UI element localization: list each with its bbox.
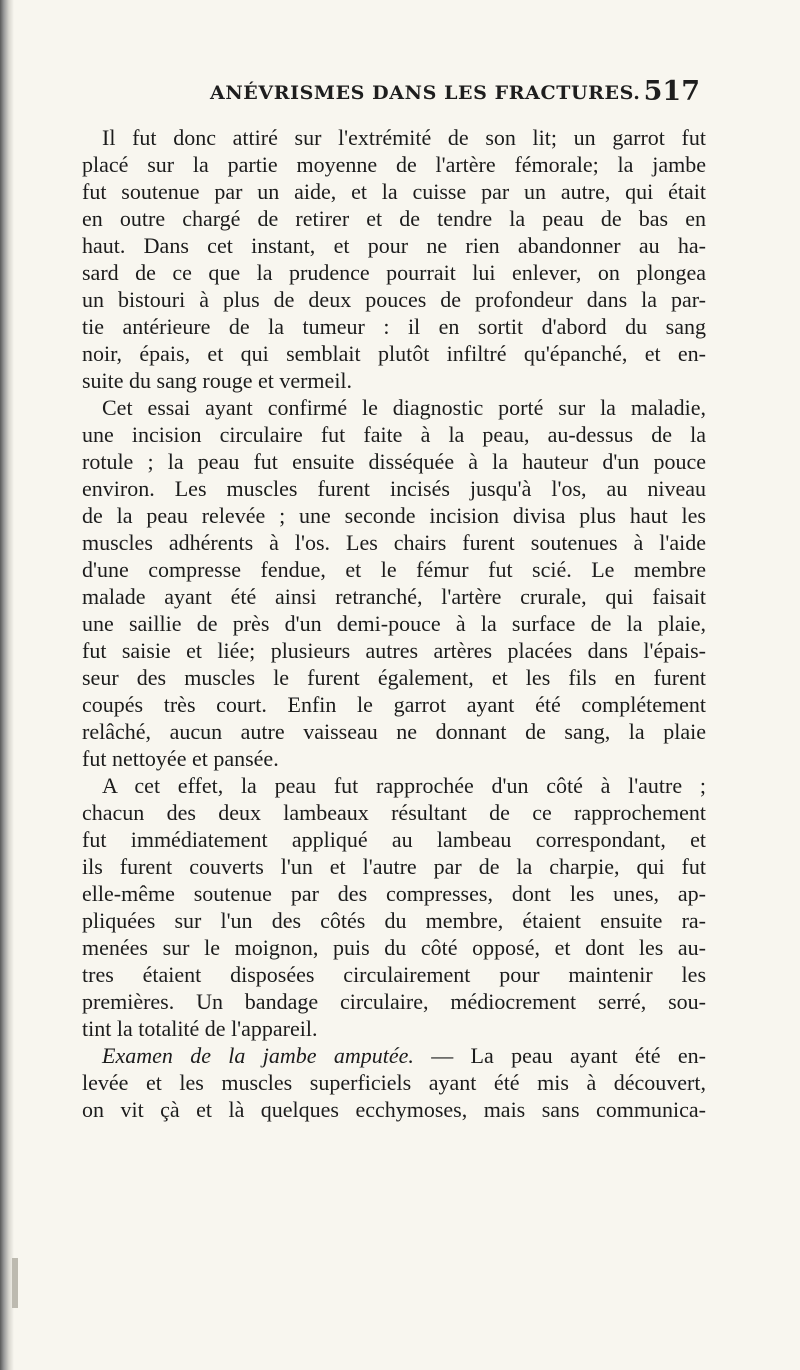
- text-line: en outre chargé de retirer et de tendre la peau de bas en: [82, 206, 706, 231]
- binding-edge: [0, 0, 14, 1370]
- text-line: Il fut donc attiré sur l'extrémité de son lit; un garrot fut: [102, 125, 706, 150]
- text-line: ils furent couverts l'un et l'autre par de la charpie, qui fut: [82, 854, 706, 879]
- body-text: [82, 124, 706, 1123]
- text-line: premières. Un bandage circulaire, médiocrement serré, sou-: [82, 989, 706, 1014]
- text-line: menées sur le moignon, puis du côté opposé, et dont les au-: [82, 935, 706, 960]
- text-line: malade ayant été ainsi retranché, l'artère crurale, qui faisait: [82, 584, 706, 609]
- text-line: une saillie de près d'un demi-pouce à la surface de la plaie,: [82, 611, 706, 636]
- text-line: coupés très court. Enfin le garrot ayant été complétement: [82, 692, 706, 717]
- text-line: tint la totalité de l'appareil.: [82, 1016, 318, 1041]
- section-heading-italic: Examen de la jambe amputée.: [102, 1043, 414, 1068]
- text-fragment: — La peau ayant été en-: [413, 1043, 706, 1068]
- text-line: chacun des deux lambeaux résultant de ce rapprochement: [82, 800, 706, 825]
- paragraph-4: [82, 1042, 706, 1123]
- text-line: haut. Dans cet instant, et pour ne rien abandonner au ha-: [82, 233, 706, 258]
- text-line: Cet essai ayant confirmé le diagnostic porté sur la maladie,: [102, 395, 706, 420]
- paragraph-3: [82, 772, 706, 1042]
- page-header: [140, 76, 700, 116]
- text-line: un bistouri à plus de deux pouces de profondeur dans la par-: [82, 287, 706, 312]
- paragraph-1: [82, 124, 706, 394]
- text-line: rotule ; la peau fut ensuite disséquée à la hauteur d'un pouce: [82, 449, 706, 474]
- text-line: relâché, aucun autre vaisseau ne donnant de sang, la plaie: [82, 719, 706, 744]
- text-line: tres étaient disposées circulairement pour maintenir les: [82, 962, 706, 987]
- text-line: suite du sang rouge et vermeil.: [82, 368, 353, 393]
- page-edge-mark: [12, 1258, 18, 1308]
- text-line: seur des muscles le furent également, et les fils en furent: [82, 665, 706, 690]
- text-line: sard de ce que la prudence pourrait lui enlever, on plongea: [82, 260, 706, 285]
- text-line: pliquées sur l'un des côtés du membre, étaient ensuite ra-: [82, 908, 706, 933]
- text-line: muscles adhérents à l'os. Les chairs furent soutenues à l'aide: [82, 530, 706, 555]
- text-line: fut immédiatement appliqué au lambeau correspondant, et: [82, 827, 706, 852]
- text-line: levée et les muscles superficiels ayant été mis à découvert,: [82, 1070, 706, 1095]
- text-line: A cet effet, la peau fut rapprochée d'un côté à l'autre ;: [102, 773, 706, 798]
- text-line: tie antérieure de la tumeur : il en sortit d'abord du sang: [82, 314, 706, 339]
- text-line: d'une compresse fendue, et le fémur fut scié. Le membre: [82, 557, 706, 582]
- text-line: environ. Les muscles furent incisés jusqu'à l'os, au niveau: [82, 476, 706, 501]
- text-line: [82, 1042, 706, 1069]
- paragraph-2: [82, 394, 706, 772]
- text-line: de la peau relevée ; une seconde incision divisa plus haut les: [82, 503, 706, 528]
- text-line: elle-même soutenue par des compresses, dont les unes, ap-: [82, 881, 706, 906]
- text-line: fut nettoyée et pansée.: [82, 746, 279, 771]
- running-title: ANÉVRISMES DANS LES FRACTURES.: [210, 82, 641, 104]
- text-line: on vit çà et là quelques ecchymoses, mais sans communica-: [82, 1097, 706, 1122]
- text-line: fut saisie et liée; plusieurs autres artères placées dans l'épais-: [82, 638, 706, 663]
- page-number: 517: [643, 76, 700, 107]
- text-line: une incision circulaire fut faite à la peau, au-dessus de la: [82, 422, 706, 447]
- text-line: placé sur la partie moyenne de l'artère fémorale; la jambe: [82, 152, 706, 177]
- text-line: noir, épais, et qui semblait plutôt infiltré qu'épanché, et en-: [82, 341, 706, 366]
- text-line: fut soutenue par un aide, et la cuisse par un autre, qui était: [82, 179, 706, 204]
